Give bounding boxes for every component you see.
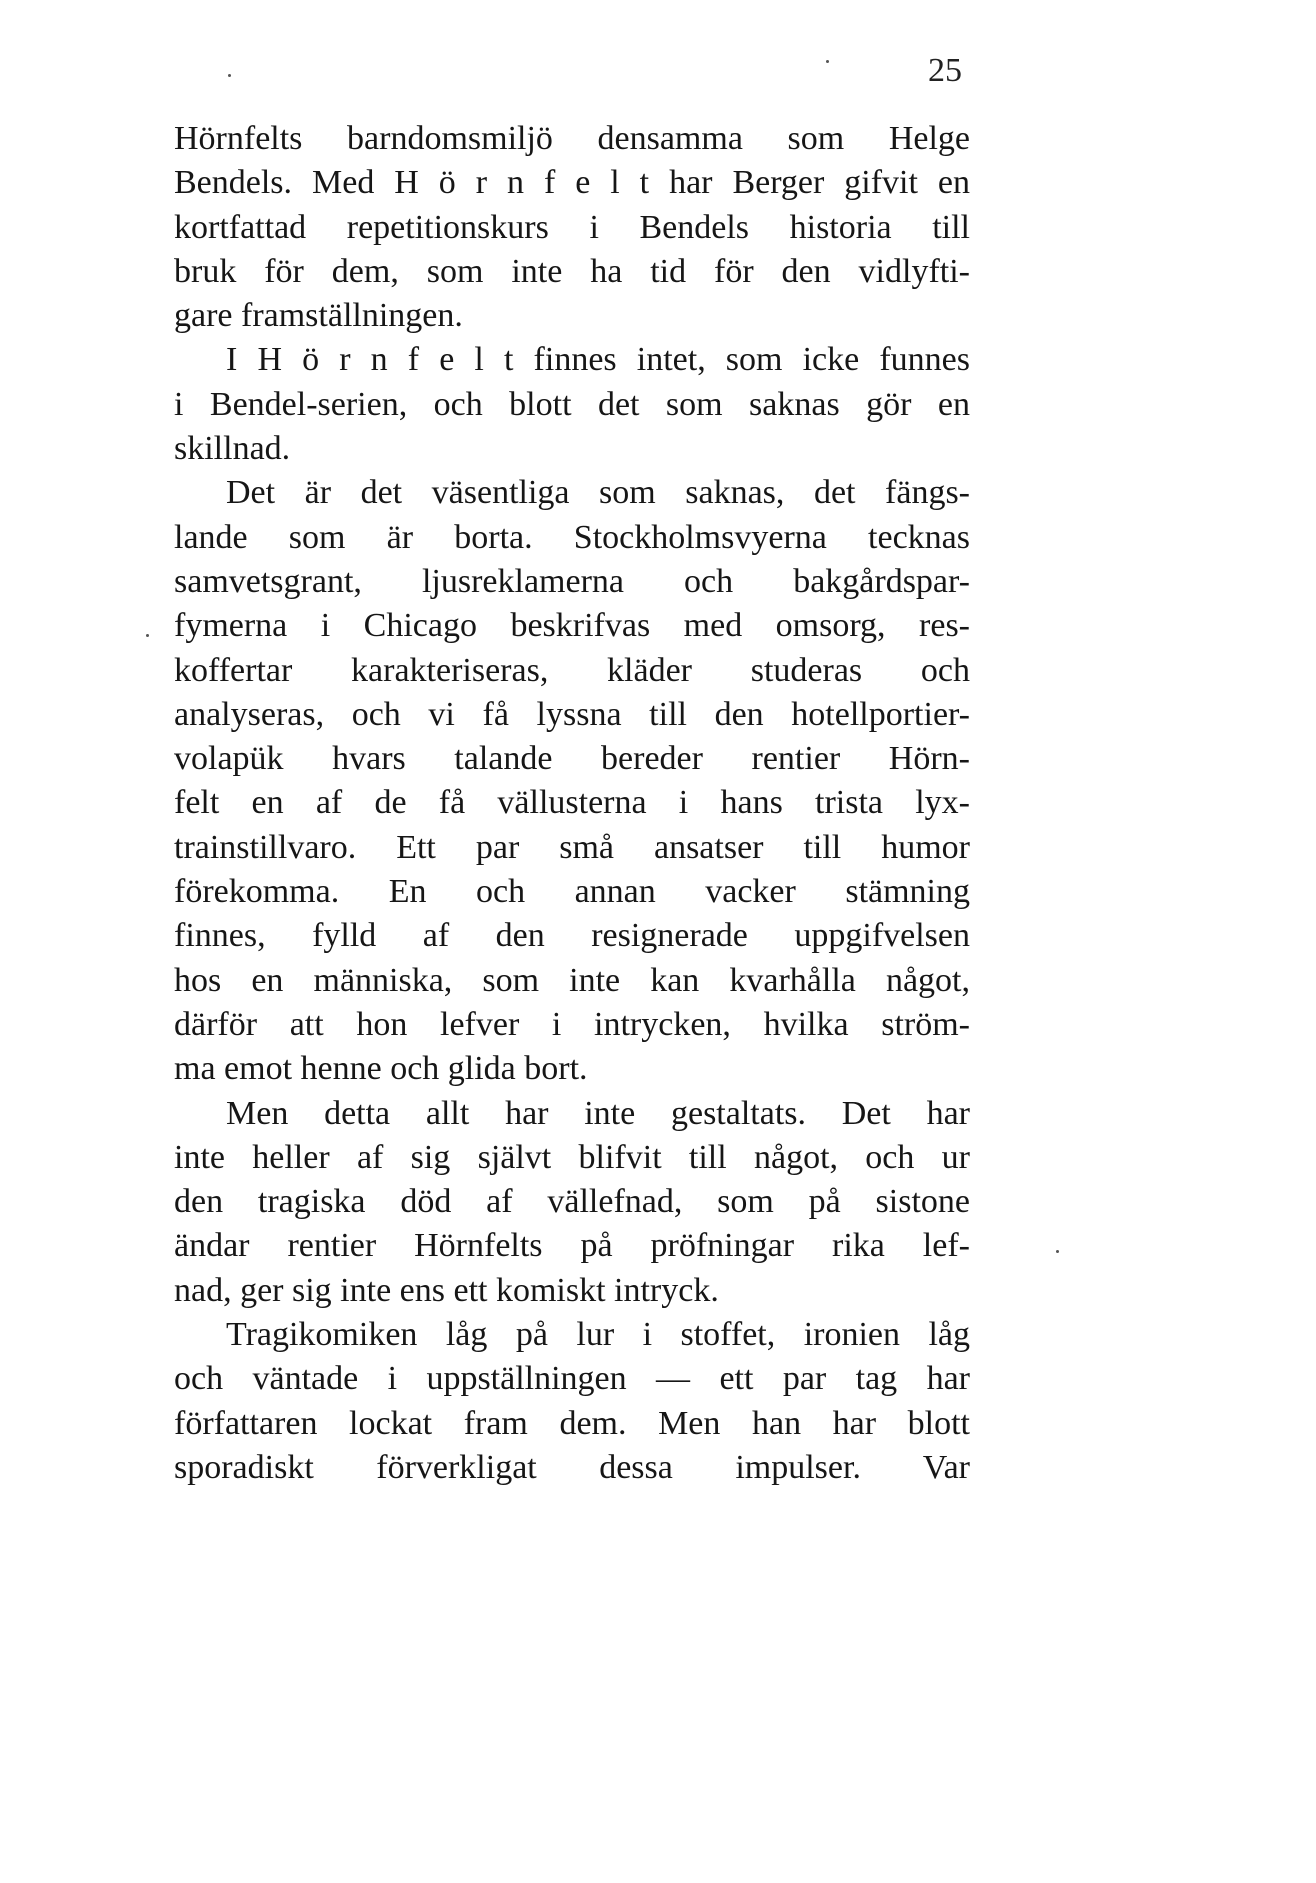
text-line: den tragiska död af vällefnad, som på sistone bbox=[174, 1183, 970, 1221]
paragraph-start-line: Tragikomiken låg på lur i stoffet, ironien låg bbox=[226, 1316, 970, 1354]
text-line: samvetsgrant, ljusreklamerna och bakgårdspar- bbox=[174, 562, 970, 600]
scan-speck bbox=[826, 60, 829, 63]
text-line: och väntade i uppställningen — ett par tag har bbox=[174, 1360, 970, 1398]
text-line: inte heller af sig självt blifvit till något, och ur bbox=[174, 1138, 970, 1176]
text-line: felt en af de få vällusterna i hans trista lyx- bbox=[174, 784, 970, 822]
text-line: gare framställningen. bbox=[174, 297, 463, 335]
paragraph-start-line: Det är det väsentliga som saknas, det fängs- bbox=[226, 474, 970, 512]
paragraph-start-line: Men detta allt har inte gestaltats. Det har bbox=[226, 1094, 970, 1132]
text-line: analyseras, och vi få lyssna till den hotellportier- bbox=[174, 695, 970, 733]
text-line: fymerna i Chicago beskrifvas med omsorg, res- bbox=[174, 607, 970, 645]
text-line: koffertar karakteriseras, kläder studeras och bbox=[174, 651, 970, 689]
scan-speck bbox=[146, 634, 149, 637]
paragraph-start-line: I H ö r n f e l t finnes intet, som icke funnes bbox=[226, 341, 970, 379]
text-line: nad, ger sig inte ens ett komiskt intryck. bbox=[174, 1271, 719, 1309]
text-line: lande som är borta. Stockholmsvyerna tecknas bbox=[174, 518, 970, 556]
scan-speck bbox=[1056, 1250, 1059, 1253]
text-line: Bendels. Med H ö r n f e l t har Berger gifvit en bbox=[174, 164, 970, 202]
text-line: bruk för dem, som inte ha tid för den vidlyfti- bbox=[174, 252, 970, 290]
text-line: volapük hvars talande bereder rentier Hörn- bbox=[174, 740, 970, 778]
text-line: förekomma. En och annan vacker stämning bbox=[174, 873, 970, 911]
text-line: därför att hon lefver i intrycken, hvilka ström- bbox=[174, 1005, 970, 1043]
text-line: Hörnfelts barndomsmiljö densamma som Helge bbox=[174, 120, 970, 157]
text-line: ma emot henne och glida bort. bbox=[174, 1050, 588, 1088]
text-line: trainstillvaro. Ett par små ansatser till humor bbox=[174, 828, 970, 866]
text-line: kortfattad repetitionskurs i Bendels historia till bbox=[174, 208, 970, 246]
text-line: ändar rentier Hörnfelts på pröfningar rika lef- bbox=[174, 1227, 970, 1265]
body-text bbox=[174, 117, 970, 1490]
text-line: hos en människa, som inte kan kvarhålla något, bbox=[174, 961, 970, 999]
scan-speck bbox=[228, 74, 231, 77]
text-line: författaren lockat fram dem. Men han har blott bbox=[174, 1404, 970, 1442]
text-line: skillnad. bbox=[174, 430, 291, 468]
text-line: sporadiskt förverkligat dessa impulser. Var bbox=[174, 1448, 970, 1486]
text-line: finnes, fylld af den resignerade uppgifvelsen bbox=[174, 917, 970, 955]
text-line: i Bendel-serien, och blott det som saknas gör en bbox=[174, 385, 970, 423]
page-number: 25 bbox=[928, 52, 962, 89]
